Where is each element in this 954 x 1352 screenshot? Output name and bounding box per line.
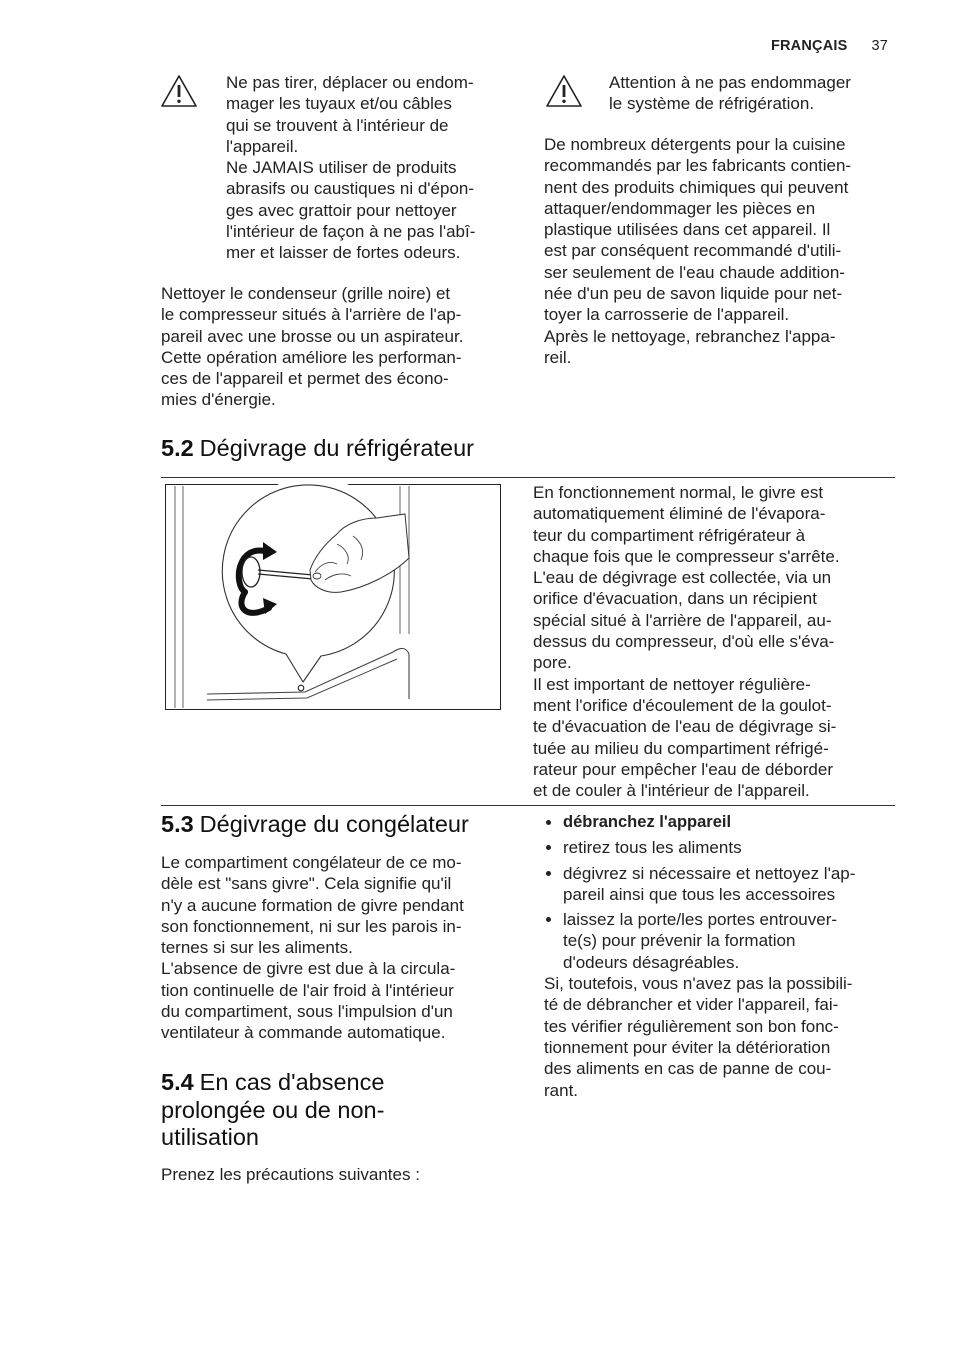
text-line: abrasifs ou caustiques ni d'épon- (226, 179, 475, 199)
text-line: l'appareil. (226, 136, 299, 156)
text-line: dessus du compresseur, d'où elle s'éva- (533, 632, 835, 652)
text-line: rateur pour empêcher l'eau de déborder (533, 759, 833, 779)
section-number: 5.3 (161, 811, 194, 837)
text-line: ces de l'appareil et permet des écono- (161, 369, 449, 389)
text-line: orifice d'évacuation, dans un récipient (533, 589, 817, 609)
text-line: tuée au milieu du compartiment réfrigé- (533, 738, 829, 758)
section-heading-5-3 (161, 811, 469, 838)
text-line: Cette opération améliore les performan- (161, 347, 462, 367)
warning-icon (545, 74, 583, 108)
section-heading-5-2 (161, 435, 474, 462)
text-line: Attention à ne pas endommager (609, 73, 851, 92)
text-line: ges avec grattoir pour nettoyer (226, 200, 457, 220)
text-line: pore. (533, 653, 572, 673)
text-line: teur du compartiment réfrigérateur à (533, 525, 806, 545)
text-line: mager les tuyaux et/ou câbles (226, 94, 452, 114)
text-line: dèle est "sans givre". Cela signifie qu'il (161, 874, 452, 894)
precautions-block (544, 812, 904, 1101)
warning-text-left (226, 72, 526, 264)
text-line: n'y a aucune formation de givre pendant (161, 895, 464, 915)
text-line: pareil ainsi que tous les accessoires (563, 884, 836, 904)
defrost-drain-illustration (165, 484, 501, 710)
text-line: automatiquement éliminé de l'évapora- (533, 504, 826, 524)
text-line: laissez la porte/les portes entrouver- (563, 910, 838, 930)
text-line: En fonctionnement normal, le givre est (533, 483, 824, 502)
section-title: Dégivrage du réfrigérateur (199, 435, 474, 461)
text-line: son fonctionnement, ni sur les parois in- (161, 916, 462, 936)
text-line: L'eau de dégivrage est collectée, via un (533, 568, 832, 588)
page-number: 37 (871, 38, 888, 54)
text-line: Si, toutefois, vous n'avez pas la possibili- (544, 974, 853, 994)
section-5-2-text (533, 482, 898, 801)
text-line: est par conséquent recommandé d'utili- (544, 241, 842, 261)
text-line: mer et laisser de fortes odeurs. (226, 243, 461, 263)
text-line: ternes si sur les aliments. (161, 938, 353, 958)
text-line: dégivrez si nécessaire et nettoyez l'ap- (563, 863, 856, 883)
condenser-paragraph (161, 283, 521, 411)
text-line: débranchez l'appareil (563, 813, 732, 831)
text-line: tion continuelle de l'air froid à l'intérieur (161, 980, 454, 1000)
section-number: 5.2 (161, 435, 194, 461)
page-header (771, 38, 888, 54)
section-heading-5-4 (161, 1069, 384, 1152)
text-line: pareil avec une brosse ou un aspirateur. (161, 326, 464, 346)
text-line: des aliments en cas de panne de cou- (544, 1059, 832, 1079)
section-title: Dégivrage du congélateur (199, 811, 469, 837)
text-line: Il est important de nettoyer régulière- (533, 674, 811, 694)
text-line: L'absence de givre est due à la circula- (161, 959, 456, 979)
section-title-line: utilisation (161, 1124, 259, 1150)
text-line: ventilateur à commande automatique. (161, 1023, 446, 1043)
text-line: retirez tous les aliments (563, 838, 742, 858)
text-line: du compartiment, sous l'impulsion d'un (161, 1002, 453, 1022)
section-title-line: En cas d'absence (199, 1069, 385, 1095)
text-line: l'intérieur de façon à ne pas l'abî- (226, 222, 476, 242)
text-line: mies d'énergie. (161, 390, 276, 410)
text-line: née d'un peu de savon liquide pour net- (544, 284, 843, 304)
section-title-line: prolongée ou de non- (161, 1096, 385, 1123)
text-line: Le compartiment congélateur de ce mo- (161, 853, 462, 872)
text-line: nent des produits chimiques qui peuvent (544, 177, 849, 197)
list-item (544, 863, 904, 906)
text-line: De nombreux détergents pour la cuisine (544, 135, 846, 154)
text-line: attaquer/endommager les pièces en (544, 198, 816, 218)
language-label: FRANÇAIS (770, 38, 848, 54)
text-line: Ne pas tirer, déplacer ou endom- (226, 73, 474, 92)
warning-text-right (609, 72, 899, 115)
text-line: plastique utilisées dans cet appareil. Il (544, 220, 831, 240)
warning-icon (160, 74, 198, 108)
section-number: 5.4 (161, 1069, 194, 1095)
text-line: té de débrancher et vider l'appareil, fai- (544, 995, 839, 1015)
precautions-list (544, 812, 904, 973)
text-line: te(s) pour prévenir la formation (563, 931, 796, 951)
text-line: d'odeurs désagréables. (563, 952, 740, 972)
text-line: ment l'orifice d'écoulement de la goulot- (533, 695, 832, 715)
text-line: et de couler à l'intérieur de l'appareil. (533, 781, 810, 801)
section-divider (161, 805, 895, 806)
text-line: toyer la carrosserie de l'appareil. (544, 305, 790, 325)
list-item (544, 812, 904, 833)
text-line: chaque fois que le compresseur s'arrête. (533, 546, 840, 566)
text-line: te d'évacuation de l'eau de dégivrage si- (533, 717, 837, 737)
text-line: ser seulement de l'eau chaude addition- (544, 262, 845, 282)
text-line: Ne JAMAIS utiliser de produits (226, 158, 457, 178)
detergent-paragraph (544, 134, 904, 368)
list-item (544, 837, 904, 858)
text-line: le système de réfrigération. (609, 94, 815, 114)
text-line: recommandés par les fabricants contien- (544, 156, 852, 176)
text-line: le compresseur situés à l'arrière de l'ap- (161, 305, 462, 325)
text-line: Nettoyer le condenseur (grille noire) et (161, 284, 451, 303)
text-line: tionnement pour éviter la détérioration (544, 1037, 831, 1057)
text-line: Après le nettoyage, rebranchez l'appa- (544, 326, 836, 346)
list-item (544, 909, 904, 973)
text-line: rant. (544, 1080, 579, 1100)
text-line: reil. (544, 347, 572, 367)
text-line: qui se trouvent à l'intérieur de (226, 115, 449, 135)
text-line: tes vérifier régulièrement son bon fonc- (544, 1016, 839, 1036)
section-divider (161, 477, 895, 478)
section-5-4-intro: Prenez les précautions suivantes : (161, 1165, 420, 1184)
text-line: spécial situé à l'arrière de l'appareil, au- (533, 610, 832, 630)
section-5-3-text (161, 852, 521, 1044)
precautions-after-text (544, 973, 904, 1101)
